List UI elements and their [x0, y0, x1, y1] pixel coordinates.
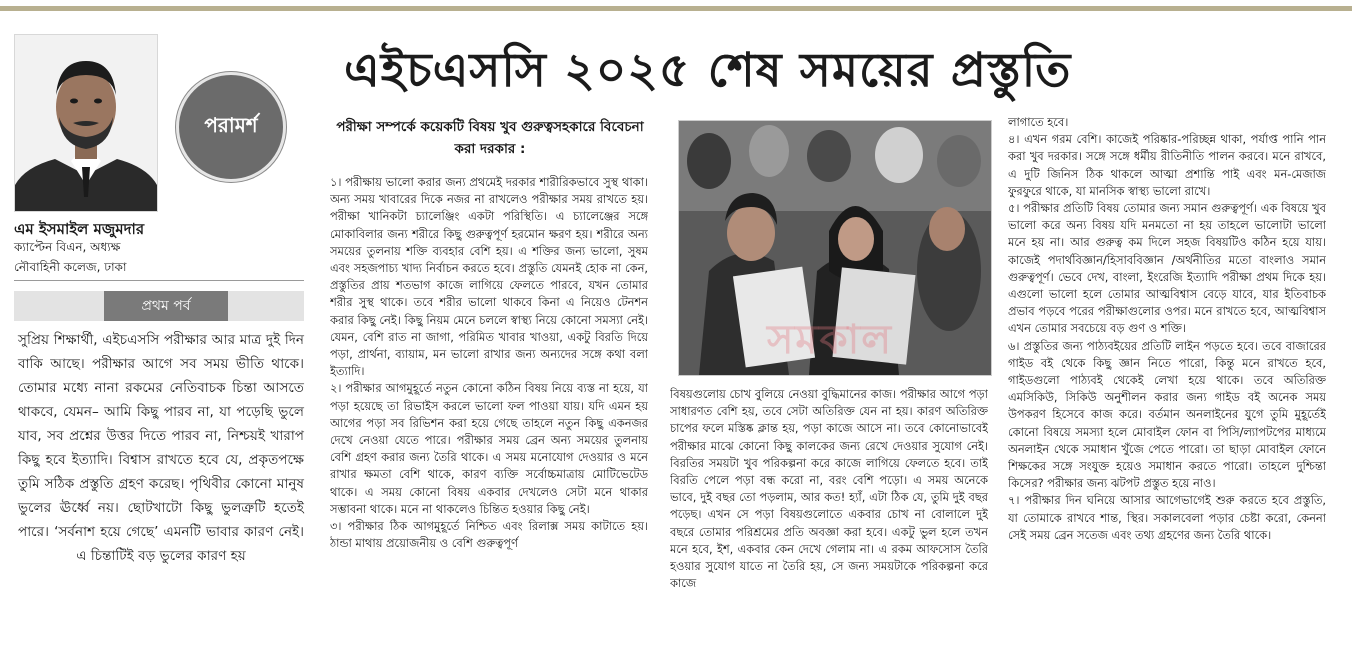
- watermark: সমকাল: [766, 316, 894, 363]
- author-name: এম ইসমাইল মজুমদার: [14, 220, 145, 238]
- students-photo: [678, 120, 992, 376]
- section-badge: [176, 72, 286, 182]
- paragraph-4: ৪। এখন গরম বেশি। কাজেই পরিষ্কার-পরিচ্ছন্ন থাকা, পর্যাপ্ত পানি পান করা খুব দরকার। সঙ্গে সঙ্গে ধর্মীয় রীতিনীতি পালন করবে। মনে রাখবে, এ দুটি জিনিস ঠিক থাকলে আত্মা প্রশান্তি পাই এবং মন-মেজাজ ফুরফুরে থাকে, যা মানসিক স্বাস্থ্য ভালো রাখে।: [1008, 132, 1326, 198]
- part-label: প্রথম পর্ব: [104, 291, 228, 321]
- headline: এইচএসসি ২০২৫ শেষ সময়ের প্রস্তুতি: [344, 43, 1072, 98]
- article-column-2: [330, 174, 648, 644]
- divider: [14, 280, 304, 281]
- subheading: পরীক্ষা সম্পর্কে কয়েকটি বিষয় খুব গুরুত্বসহকারে বিবেচনা করা দরকার :: [336, 119, 644, 157]
- intro-paragraph: সুপ্রিয় শিক্ষার্থী, এইচএসসি পরীক্ষার আর মাত্র দুই দিন বাকি আছে। পরীক্ষার আগে সব সময় ভীতি থাকে। তোমার মধ্যে নানা রকমের নেতিবাচক চিন্তা আসতে থাকবে, যেমন– আমি কিছু পারব না, যা পড়েছি ভুলে যাব, সব প্রশ্নের উত্তর দিতে পারব না, নিশ্চয়ই খারাপ কিছু হবে ইত্যাদি। বিশ্বাস রাখতে হবে যে, প্রকৃতপক্ষে তুমি সঠিক প্রস্তুতি গ্রহণ করেছ। পৃথিবীর কোনো মানুষ ভুলের ঊর্ধ্বে নয়। ছোটখাটো কিছু ভুলত্রুটি হতেই পারে। ‘সর্বনাশ হয়ে গেছে’ এমনটি ভাবার কারণ নেই। এ চিন্তাটিই বড় ভুলের কারণ হয়: [18, 332, 304, 564]
- article-column-3: [670, 386, 988, 644]
- article-column-4: [1008, 114, 1326, 646]
- paragraph-continued: লাগাতে হবে।: [1008, 115, 1069, 129]
- paragraph-3: ৩। পরীক্ষার ঠিক আগমুহূর্তে নিশ্চিত এবং রিলাক্স সময় কাটাতে হয়। ঠান্ডা মাথায় প্রয়োজনীয় ও বেশি গুরুত্বপূর্ণ: [330, 519, 648, 551]
- author-role: ক্যাপ্টেন বিএন, অধ্যক্ষ: [14, 240, 121, 254]
- paragraph-1: ১। পরীক্ষায় ভালো করার জন্য প্রথমেই দরকার শারীরিকভাবে সুস্থ থাকা। অন্য সময় খাবারের দিকে নজর না রাখলেও পরীক্ষার সময় রাখতে হয়। পরীক্ষা খানিকটা চ্যালেঞ্জিং একটা পরিস্থিতি। এ চ্যালেঞ্জের সঙ্গে মোকাবিলার জন্য শরীরে কিছু গুরুত্বপূর্ণ হরমোন ক্ষরণ হয়। শরীরে অন্য সময়ের তুলনায় শক্তি ব্যবহার বেশি হয়। এ শক্তির জন্য ভালো, সুষম এবং সহজপাচ্য খাদ্য নির্বাচন করতে হবে। প্রস্তুতি যেমনই হোক না কেন, প্রস্তুতির প্রায় শতভাগ কাজে লাগিয়ে ফেলতে পারবে, যখন তোমার শরীর সুস্থ থাকে। তবে শরীর ভালো থাকবে কিনা এ নিয়েও টেনশন করার কিছু নেই। কিছু নিয়ম মেনে চললে স্বাস্থ্য নিয়ে কোনো সমস্যা নেই। যেমন, বেশি রাত না জাগা, পরিমিত খাবার খাওয়া, একটু বিরতি দিয়ে পড়া, প্রার্থনা, ব্যায়াম, মন ভালো রাখার জন্য অন্যদের সঙ্গে কথা বলা ইত্যাদি।: [330, 175, 648, 379]
- author-photo: [14, 34, 158, 212]
- paragraph-2: ২। পরীক্ষার আগমুহূর্তে নতুন কোনো কঠিন বিষয় নিয়ে ব্যস্ত না হয়ে, যা পড়া হয়েছে তা রিভাইস করলে ভালো ফল পাওয়া যায়। যদি এমন হয় আগের পড়া সব রিভিশন করা হয়ে গেছে তাহলে নতুন কিছু একনজর দেখে নেওয়া যেতে পারে। পরীক্ষার সময় ব্রেন অন্য সময়ের তুলনায় বেশি গ্রহণ করার জন্য তৈরি থাকে। এ সময় মনোযোগ দেওয়ার ও মনে রাখার ক্ষমতা বেশি থাকে, কারণ ব্যক্তি সর্বোচ্চমাত্রায় মোটিভেটেড থাকে। এ সময় কোনো বিষয় একবার দেখলেও সেটা মনে থাকার সম্ভাবনা থাকে। মনে না থাকলেও চিন্তিত হওয়ার কিছু নেই।: [330, 381, 648, 516]
- paragraph-6: ৬। প্রস্তুতির জন্য পাঠ্যবইয়ের প্রতিটি লাইন পড়তে হবে। তবে বাজারের গাইড বই থেকে কিছু জ্ঞান নিতে পারো, কিন্তু মনে রাখতে হবে, গাইডগুলো পাঠ্যবই থেকেই লেখা হয়ে থাকে। তবে অতিরিক্ত এমসিকিউ, সিকিউ অনুশীলন করার জন্য গাইড বই অনেক সময় উপকরণ হিসেবে কাজ করে। বর্তমান অনলাইনের যুগে তুমি মুহূর্তেই কোনো বিষয়ে সমস্যা হলে মোবাইল ফোন বা পিসি/ল্যাপটপের মাধ্যমে অনলাইন থেকে সমাধান খুঁজে পেতে পারো। তা ছাড়া মোবাইল ফোনে শিক্ষকের সঙ্গে সংযুক্ত হয়েও সমাধান করতে পারো। তাহলে দুশ্চিন্তা কিসের? পরীক্ষার জন্য ঝটপট প্রস্তুত হয়ে নাও।: [1008, 338, 1326, 491]
- author-institution: নৌবাহিনী কলেজ, ঢাকা: [14, 260, 127, 274]
- paragraph-5: ৫। পরীক্ষার প্রতিটি বিষয় তোমার জন্য সমান গুরুত্বপূর্ণ। এক বিষয়ে খুব ভালো করে অন্য বিষয় যদি মনমতো না হয় তাহলে ভালোটা ভালো মনে হয় না। আর গুরুত্ব কম দিলে সহজ বিষয়টিও কঠিন হয়ে যায়। কাজেই পদার্থবিজ্ঞান/হিসাববিজ্ঞান /অর্থনীতির মতো বাংলাও সমান গুরুত্বপূর্ণ। ভেবে দেখ, বাংলা, ইংরেজি ইত্যাদি পরীক্ষা প্রথম দিকে হয়। এগুলো ভালো হলে তোমার আত্মবিশ্বাস বেড়ে যাবে, যার ইতিবাচক প্রভাব পড়বে পরের পরীক্ষাগুলোর ওপর। মনে রাখতে হবে, আত্মবিশ্বাস এখন তোমার সবচেয়ে বড় গুণ ও শক্তি।: [1008, 201, 1326, 336]
- top-rule: [0, 6, 1352, 11]
- paragraph-continued: বিষয়গুলোয় চোখ বুলিয়ে নেওয়া বুদ্ধিমানের কাজ। পরীক্ষার আগে পড়া সাধারণত বেশি হয়, তবে সেটা অতিরিক্ত যেন না হয়। কারণ অতিরিক্ত চাপের ফলে মস্তিষ্ক ক্লান্ত হয়, পড়া কাজে আসে না। তবে কোনোভাবেই পরীক্ষার মাঝে কোনো কিছু কালকের জন্য রেখে দেওয়ার সুযোগ নেই। বিরতির সময়টা খুব পরিকল্পনা করে কাজে লাগিয়ে ফেলতে হবে। তাই বিরতি পেলে পড়া বন্ধ করো না, বরং বেশি পড়ো। এ সময় অনেকে ভাবে, দুই বছর তো পড়লাম, আর কত! হ্যাঁ, এটা ঠিক যে, তুমি দুই বছর পড়েছ। এখন সে পড়া বিষয়গুলোতে একবার চোখ না বোলালে দুই বছরে তোমার পরিশ্রমের প্রতি অবজ্ঞা করা হবে। একটু ভুল হলে তখন মনে হবে, ইশ, একবার কেন দেখে গেলাম না। এ রকম আফসোস তৈরি হওয়ার সুযোগ যাতে না তৈরি হয়, সে জন্য সময়টাকে পরিকল্পনা করে কাজে: [670, 387, 988, 591]
- section-badge-label: পরামর্শ: [204, 112, 258, 137]
- paragraph-7: ৭। পরীক্ষার দিন ঘনিয়ে আসার আগেভাগেই শুরু করতে হবে প্রস্তুতি, যা তোমাকে রাখবে শান্ত, স্থির। সকালবেলা পড়ার চেষ্টা করো, কেননা সেই সময় ব্রেন সতেজ এবং তথ্য গ্রহণের জন্য তৈরি থাকে।: [1008, 493, 1326, 542]
